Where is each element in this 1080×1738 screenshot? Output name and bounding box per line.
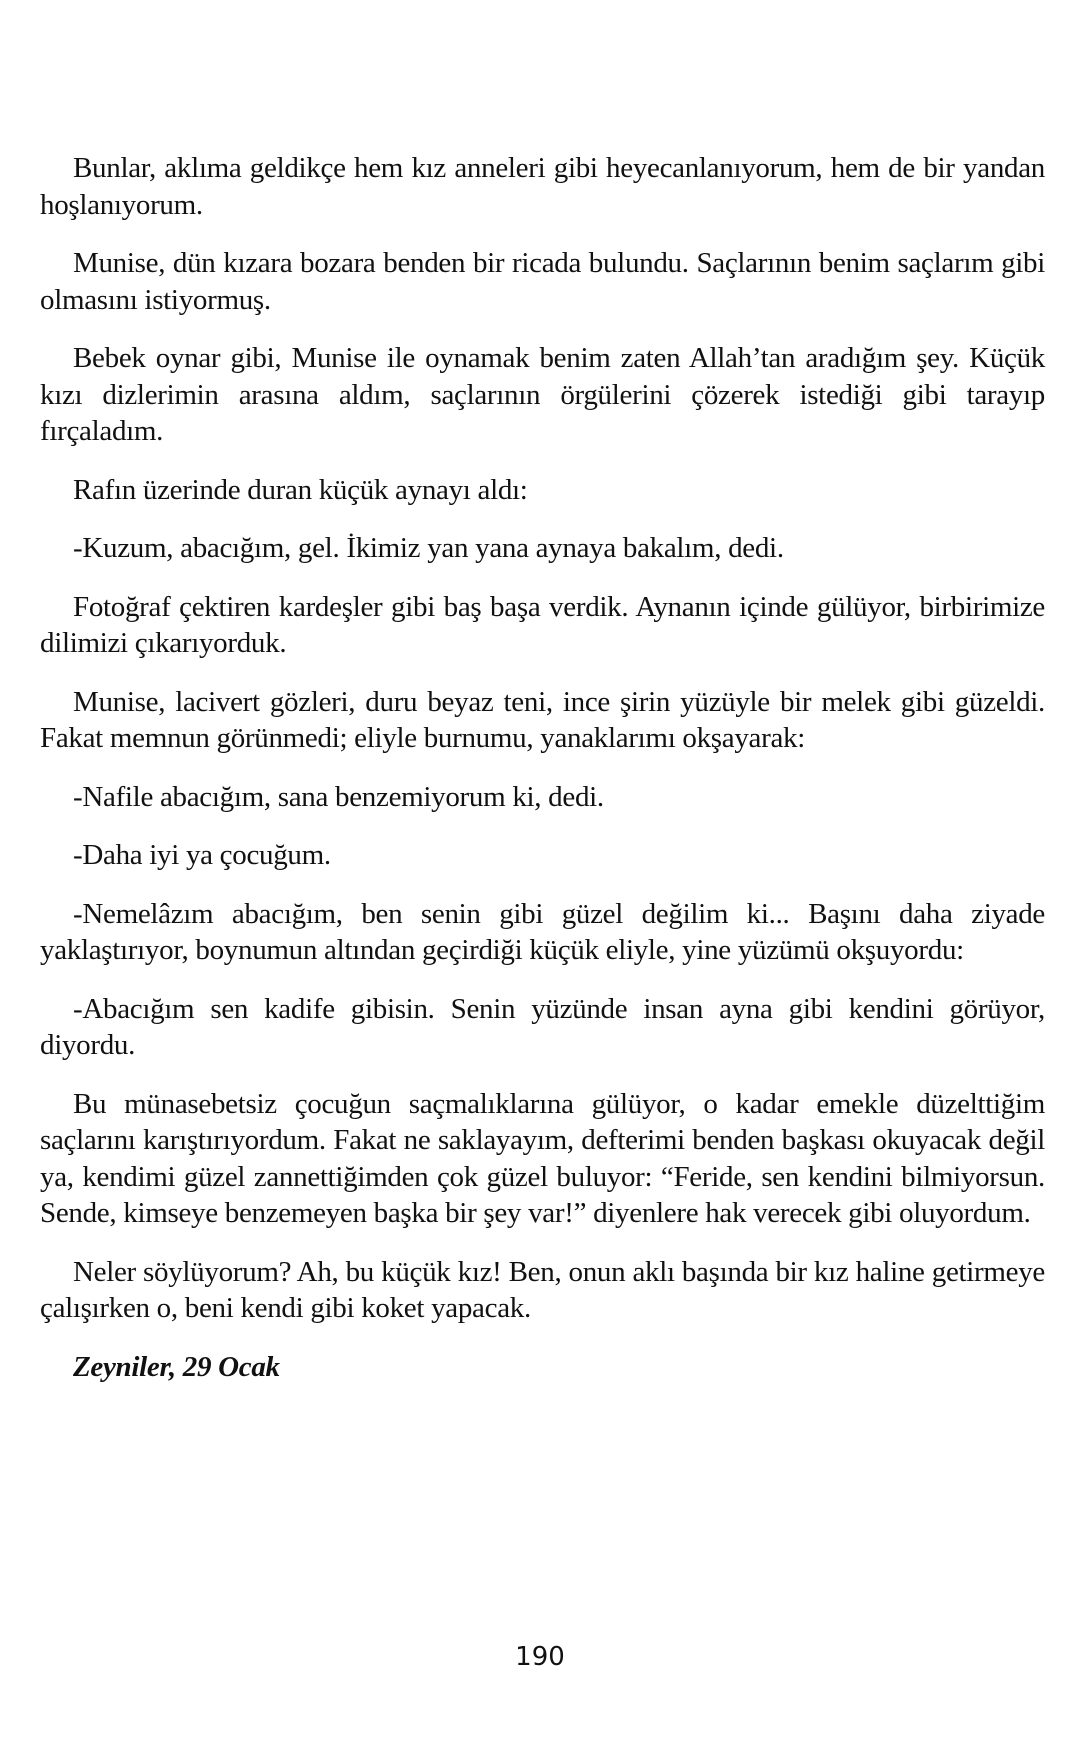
page-body — [40, 150, 1045, 1385]
paragraph-12: Bu münasebetsiz çocuğun saçmalıklarına gülüyor, o kadar emekle düzelttiğim saçlarını karıştırıyordum. Fakat ne saklayayım, defterimi benden başkası okuyacak değil ya, kendimi güzel zannettiğimden çok güzel buluyor: “Feride, sen kendini bilmiyorsun. Sende, kimseye benzemeyen başka bir şey var!” diyenlere hak verecek gibi oluyordum. — [40, 1087, 1045, 1229]
paragraph-3: Bebek oynar gibi, Munise ile oynamak benim zaten Allah’tan aradığım şey. Küçük kızı dizlerimin arasına aldım, saçlarının örgülerini çözerek istediği gibi tarayıp fırçaladım. — [40, 342, 1045, 447]
dialogue-line-5: -Abacığım sen kadife gibisin. Senin yüzünde insan ayna gibi kendini görüyor, diyordu. — [40, 992, 1045, 1061]
paragraph-6: Fotoğraf çektiren kardeşler gibi baş başa verdik. Aynanın içinde gülüyor, birbirimize dilimizi çıkarıyorduk. — [40, 590, 1045, 659]
diary-entry-heading: Zeyniler, 29 Ocak — [73, 1350, 280, 1383]
dialogue-line-1: -Kuzum, abacığım, gel. İkimiz yan yana aynaya bakalım, dedi. — [73, 532, 784, 564]
paragraph-4: Rafın üzerinde duran küçük aynayı aldı: — [73, 473, 528, 506]
dialogue-line-3: -Daha iyi ya çocuğum. — [73, 839, 331, 871]
paragraph-2: Munise, dün kızara bozara benden bir ricada bulundu. Saçlarının benim saçlarım gibi olmasını istiyormuş. — [40, 247, 1045, 316]
dialogue-line-2: -Nafile abacığım, sana benzemiyorum ki, dedi. — [73, 780, 604, 813]
paragraph-1: Bunlar, aklıma geldikçe hem kız anneleri gibi heyecanlanıyorum, hem de bir yandan hoşlanıyorum. — [40, 152, 1045, 221]
paragraph-13: Neler söylüyorum? Ah, bu küçük kız! Ben, onun aklı başında bir kız haline getirmeye çalışırken o, beni kendi gibi koket yapacak. — [40, 1255, 1045, 1324]
dialogue-line-4: -Nemelâzım abacığım, ben senin gibi güzel değilim ki... Başını daha ziyade yaklaştırıyor, boynumun altından geçirdiği küçük eliyle, yine yüzümü okşuyordu: — [40, 897, 1045, 966]
page-number: 190 — [515, 1642, 565, 1672]
paragraph-7: Munise, lacivert gözleri, duru beyaz teni, ince şirin yüzüyle bir melek gibi güzeldi. Fakat memnun görünmedi; eliyle burnumu, yanaklarımı okşayarak: — [40, 685, 1045, 754]
